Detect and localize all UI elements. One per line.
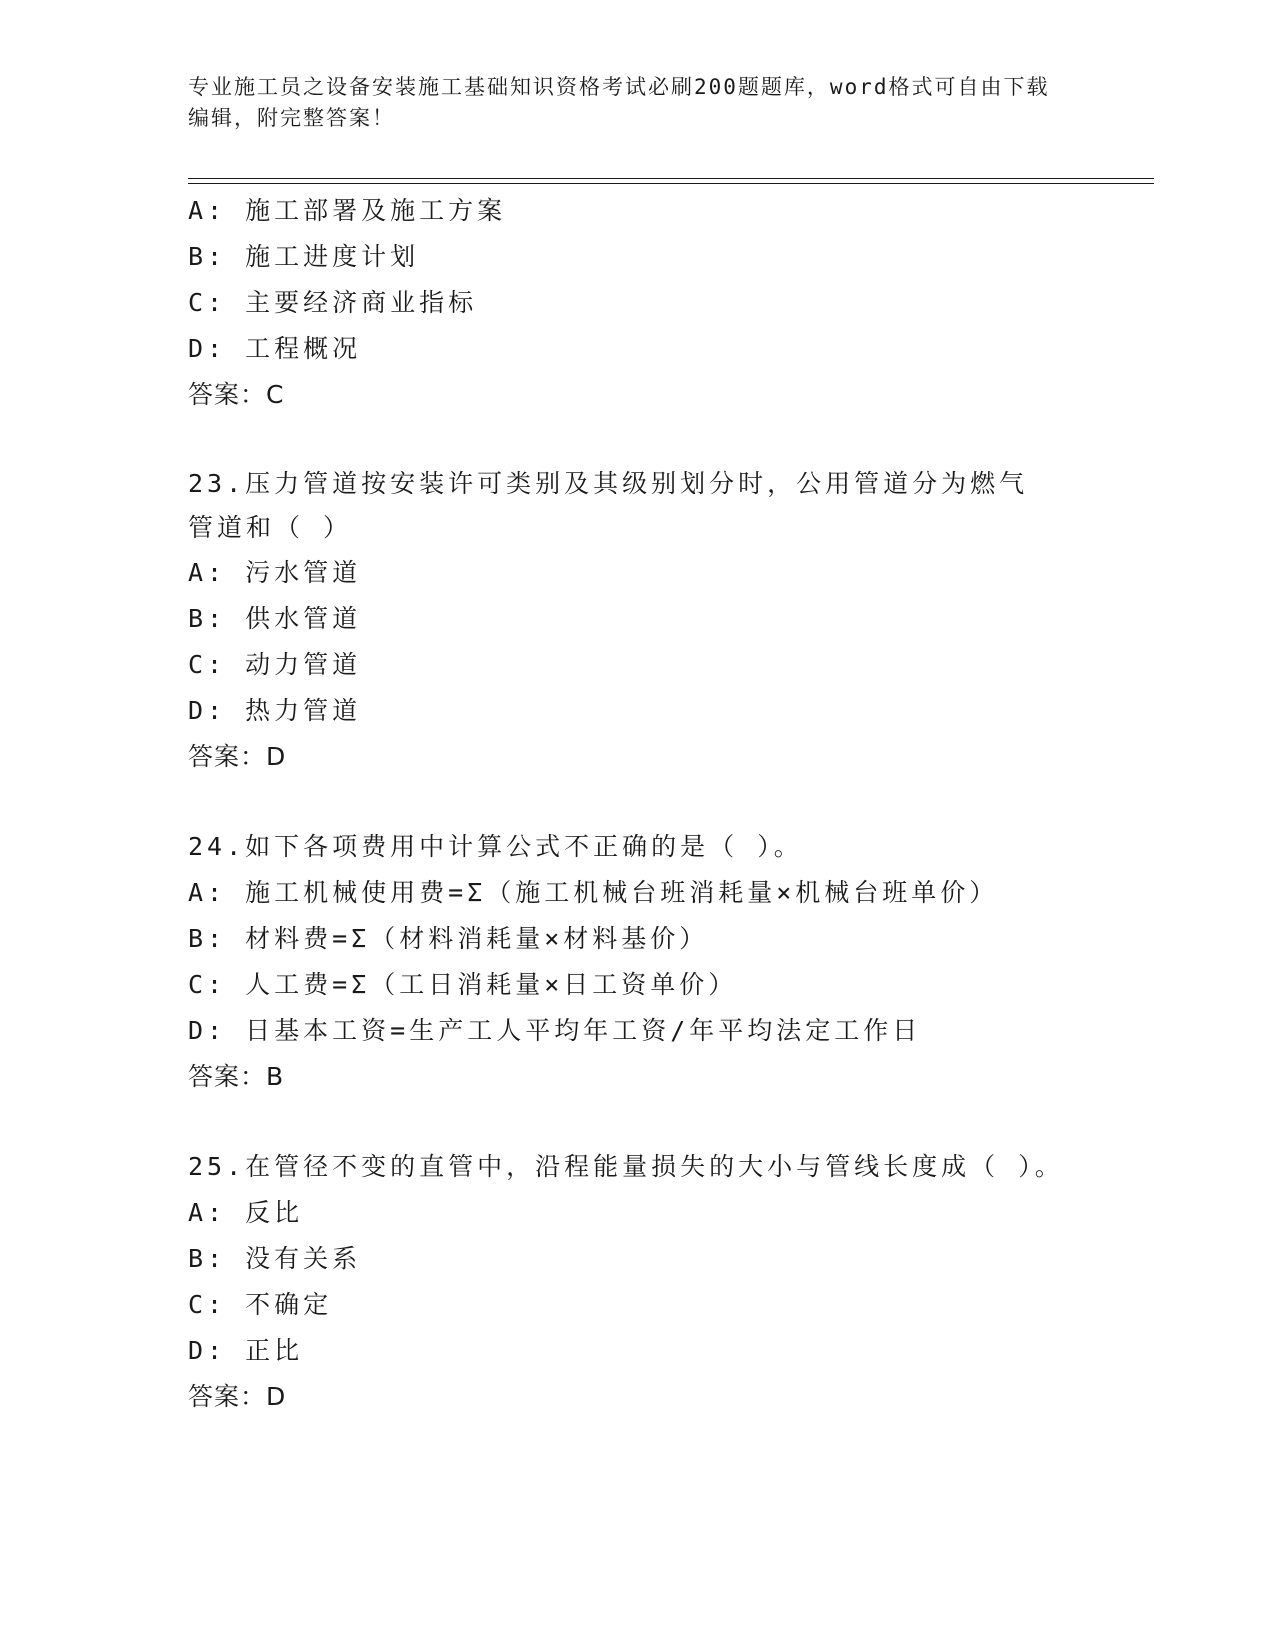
header-rule-top [188, 178, 1154, 179]
option-c: C: 动力管道 [188, 650, 362, 679]
option-d: D: 日基本工资=生产工人平均年工资/年平均法定工作日 [188, 1016, 922, 1045]
block-spacer [188, 1100, 1088, 1144]
document-header: 专业施工员之设备安装施工基础知识资格考试必刷200题题库，word格式可自由下载编辑，附完整答案！ [188, 75, 1050, 130]
block-spacer [188, 780, 1088, 824]
option-b: B: 没有关系 [188, 1244, 362, 1273]
option-a: A: 反比 [188, 1198, 304, 1227]
question-block [188, 188, 1088, 418]
question-block [188, 824, 1088, 1100]
question-text: 23.压力管道按安装许可类别及其级别划分时，公用管道分为燃气管道和（ ） [188, 469, 1029, 542]
option-b: B: 施工进度计划 [188, 242, 420, 271]
question-text: 25.在管径不变的直管中，沿程能量损失的大小与管线长度成（ ）。 [188, 1152, 1064, 1181]
option-c: C: 主要经济商业指标 [188, 288, 478, 317]
option-b: B: 材料费=Σ（材料消耗量×材料基价） [188, 924, 709, 953]
option-d: D: 正比 [188, 1336, 304, 1365]
question-block [188, 1144, 1088, 1420]
header-rule-bottom [188, 183, 1154, 184]
option-a: A: 污水管道 [188, 558, 362, 587]
question-block [188, 462, 1088, 780]
question-list [188, 188, 1088, 1420]
option-c: C: 不确定 [188, 1290, 333, 1319]
option-c: C: 人工费=Σ（工日消耗量×日工资单价） [188, 970, 738, 999]
answer: 答案：B [188, 1062, 285, 1091]
answer: 答案：D [188, 742, 287, 771]
answer: 答案：C [188, 380, 285, 409]
answer: 答案：D [188, 1382, 287, 1411]
question-text: 24.如下各项费用中计算公式不正确的是（ ）。 [188, 832, 803, 861]
block-spacer [188, 418, 1088, 462]
option-a: A: 施工机械使用费=Σ（施工机械台班消耗量×机械台班单价） [188, 878, 999, 907]
option-a: A: 施工部署及施工方案 [188, 196, 507, 225]
option-d: D: 工程概况 [188, 334, 362, 363]
option-b: B: 供水管道 [188, 604, 362, 633]
option-d: D: 热力管道 [188, 696, 362, 725]
